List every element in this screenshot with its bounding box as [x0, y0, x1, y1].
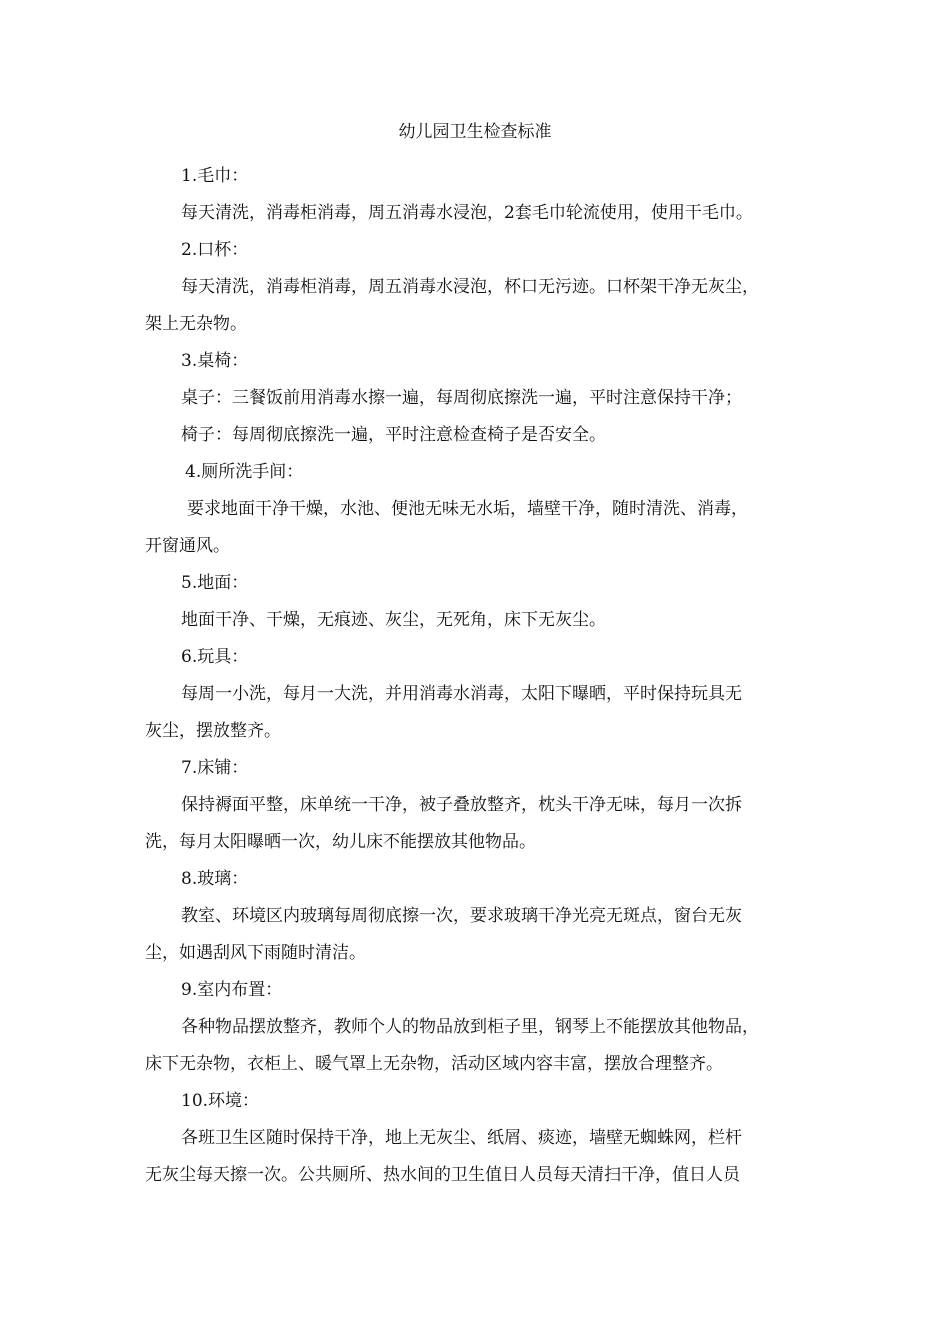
- section-heading-beds: 7.床铺：: [181, 758, 249, 778]
- paragraph-line: 教室、环境区内玻璃每周彻底擦一次，要求玻璃干净光亮无斑点，窗台无灰: [181, 906, 742, 926]
- section-heading-tables-chairs: 3.桌椅：: [181, 351, 249, 371]
- section-heading-indoor-layout: 9.室内布置：: [181, 980, 283, 1000]
- paragraph-line: 每天清洗，消毒柜消毒，周五消毒水浸泡，2套毛巾轮流使用，使用干毛巾。: [181, 203, 753, 223]
- document-body: [145, 158, 805, 1194]
- paragraph-line: 每天清洗，消毒柜消毒，周五消毒水浸泡，杯口无污迹。口杯架干净无灰尘，: [181, 277, 759, 297]
- paragraph-line: 各种物品摆放整齐，教师个人的物品放到柜子里，钢琴上不能摆放其他物品，: [181, 1017, 759, 1037]
- section-heading-restroom: 4.厕所洗手间：: [185, 462, 304, 482]
- paragraph-line: 床下无杂物，衣柜上、暖气罩上无杂物，活动区域内容丰富，摆放合理整齐。: [145, 1054, 723, 1074]
- paragraph-line: 要求地面干净干燥，水池、便池无味无水垢，墙壁干净，随时清洗、消毒，: [187, 499, 748, 519]
- section-heading-towel: 1.毛巾：: [181, 166, 249, 186]
- paragraph-line: 洗，每月太阳曝晒一次，幼儿床不能摆放其他物品。: [145, 832, 536, 852]
- paragraph-line: 架上无杂物。: [145, 314, 247, 334]
- paragraph-line: 各班卫生区随时保持干净，地上无灰尘、纸屑、痰迹，墙壁无蜘蛛网，栏杆: [181, 1128, 742, 1148]
- paragraph-line: 尘，如遇刮风下雨随时清洁。: [145, 943, 366, 963]
- paragraph-line: 地面干净、干燥，无痕迹、灰尘，无死角，床下无灰尘。: [181, 610, 606, 630]
- paragraph-line: 椅子：每周彻底擦洗一遍，平时注意检查椅子是否安全。: [181, 425, 606, 445]
- paragraph-line: 每周一小洗，每月一大洗，并用消毒水消毒，太阳下曝晒，平时保持玩具无: [181, 684, 742, 704]
- paragraph-line: 桌子：三餐饭前用消毒水擦一遍，每周彻底擦洗一遍，平时注意保持干净；: [181, 388, 742, 408]
- section-heading-toys: 6.玩具：: [181, 647, 249, 667]
- paragraph-line: 保持褥面平整，床单统一干净，被子叠放整齐，枕头干净无味，每月一次拆: [181, 795, 742, 815]
- paragraph-line: 开窗通风。: [145, 536, 230, 556]
- section-heading-cup: 2.口杯：: [181, 240, 249, 260]
- paragraph-line: 无灰尘每天擦一次。公共厕所、热水间的卫生值日人员每天清扫干净，值日人员: [145, 1165, 740, 1185]
- paragraph-line: 灰尘，摆放整齐。: [145, 721, 281, 741]
- document-title: 幼儿园卫生检查标准: [398, 122, 552, 142]
- section-heading-floor: 5.地面：: [181, 573, 249, 593]
- section-heading-glass: 8.玻璃：: [181, 869, 249, 889]
- section-heading-environment: 10.环境：: [181, 1091, 260, 1111]
